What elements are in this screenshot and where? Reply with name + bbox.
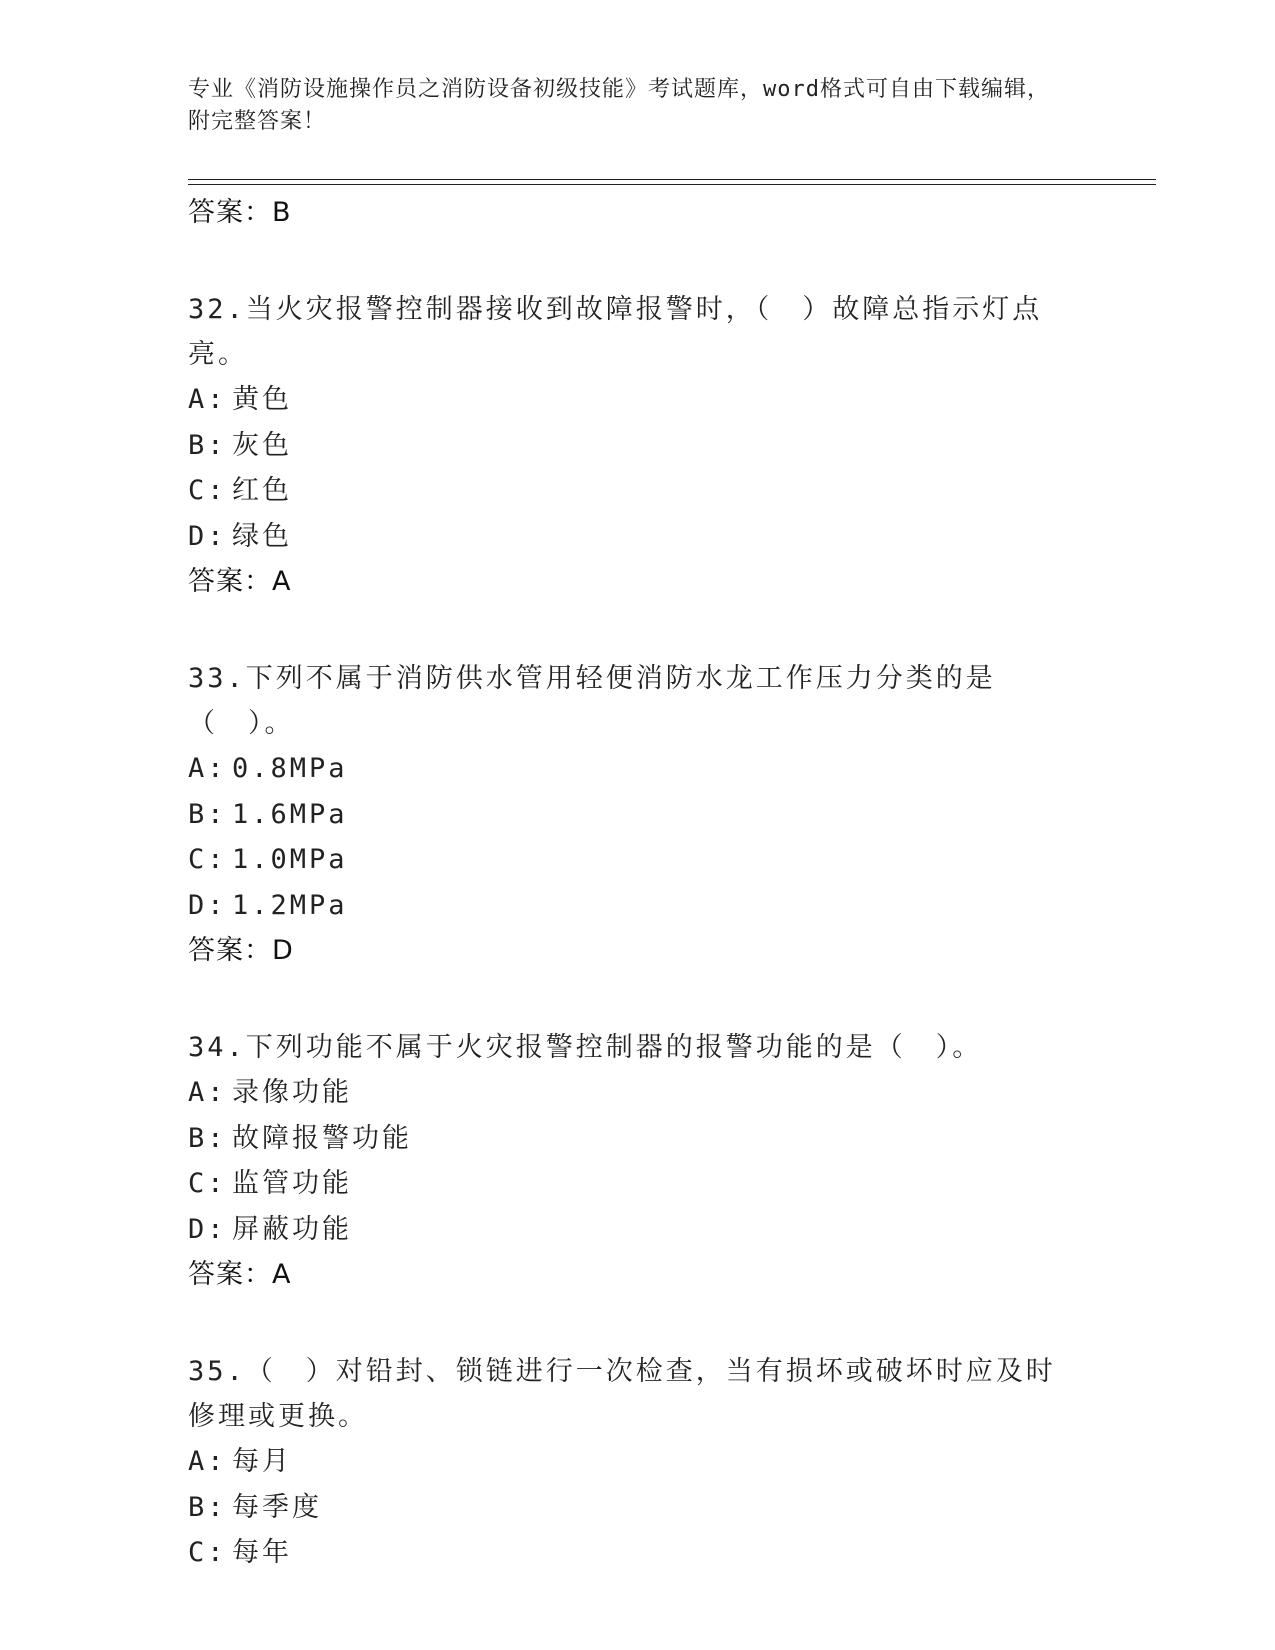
question-list xyxy=(188,190,1088,1576)
option-text: 1.6MPa xyxy=(232,798,348,830)
option-b xyxy=(188,1485,1088,1531)
option-key: B: xyxy=(188,1122,227,1154)
option-key: D: xyxy=(188,889,227,921)
option-c xyxy=(188,1530,1088,1576)
option-key: C: xyxy=(188,475,227,506)
option-a xyxy=(188,746,1088,792)
question-spacer xyxy=(188,235,1088,287)
question-32 xyxy=(188,287,1088,604)
option-b xyxy=(188,1116,1088,1162)
option-a xyxy=(188,1439,1088,1485)
header-divider-bottom xyxy=(188,184,1156,185)
option-text: 红色 xyxy=(232,475,292,506)
question-spacer xyxy=(188,1297,1088,1349)
option-a xyxy=(188,1070,1088,1116)
option-text: 每年 xyxy=(232,1537,292,1568)
option-text: 屏蔽功能 xyxy=(232,1213,352,1245)
option-key: A: xyxy=(188,1446,227,1477)
question-stem: 35.（ ）对铅封、锁链进行一次检查，当有损坏或破坏时应及时修理或更换。 xyxy=(188,1356,1056,1432)
option-key: B: xyxy=(188,798,227,830)
option-c xyxy=(188,468,1088,514)
option-b xyxy=(188,792,1088,838)
option-text: 1.0MPa xyxy=(232,844,348,875)
option-text: 每季度 xyxy=(232,1491,322,1523)
option-key: C: xyxy=(188,1537,227,1568)
option-key: D: xyxy=(188,520,227,552)
option-text: 每月 xyxy=(232,1446,292,1477)
option-b xyxy=(188,423,1088,469)
option-key: B: xyxy=(188,1491,227,1523)
option-text: 监管功能 xyxy=(232,1168,352,1199)
option-d xyxy=(188,883,1088,929)
answer-line: 答案：A xyxy=(188,566,292,597)
option-key: A: xyxy=(188,1077,227,1108)
option-key: B: xyxy=(188,429,227,461)
question-35 xyxy=(188,1349,1088,1576)
question-spacer xyxy=(188,604,1088,656)
option-key: C: xyxy=(188,1168,227,1199)
question-33 xyxy=(188,656,1088,973)
option-text: 绿色 xyxy=(232,520,292,552)
answer-line: 答案：D xyxy=(188,935,294,966)
option-key: C: xyxy=(188,844,227,875)
option-a xyxy=(188,377,1088,423)
header-divider-top xyxy=(188,179,1156,180)
option-text: 黄色 xyxy=(232,384,292,415)
previous-answer: 答案：B xyxy=(188,197,292,228)
question-stem: 32.当火灾报警控制器接收到故障报警时，（ ）故障总指示灯点亮。 xyxy=(188,294,1043,370)
answer-line: 答案：A xyxy=(188,1259,292,1290)
option-text: 0.8MPa xyxy=(232,753,348,784)
option-key: A: xyxy=(188,384,227,415)
option-d xyxy=(188,514,1088,560)
question-stem: 33.下列不属于消防供水管用轻便消防水龙工作压力分类的是（ ）。 xyxy=(188,663,996,739)
question-stem: 34.下列功能不属于火灾报警控制器的报警功能的是（ ）。 xyxy=(188,1032,983,1063)
option-key: D: xyxy=(188,1213,227,1245)
option-c xyxy=(188,837,1088,883)
option-d xyxy=(188,1207,1088,1253)
question-spacer xyxy=(188,973,1088,1025)
option-text: 录像功能 xyxy=(232,1077,352,1108)
option-c xyxy=(188,1161,1088,1207)
option-text: 1.2MPa xyxy=(232,889,348,921)
option-text: 故障报警功能 xyxy=(232,1122,412,1154)
option-key: A: xyxy=(188,753,227,784)
question-34 xyxy=(188,1025,1088,1297)
option-text: 灰色 xyxy=(232,429,292,461)
page-header: 专业《消防设施操作员之消防设备初级技能》考试题库，word格式可自由下载编辑，附完整答案！ xyxy=(188,77,1050,134)
